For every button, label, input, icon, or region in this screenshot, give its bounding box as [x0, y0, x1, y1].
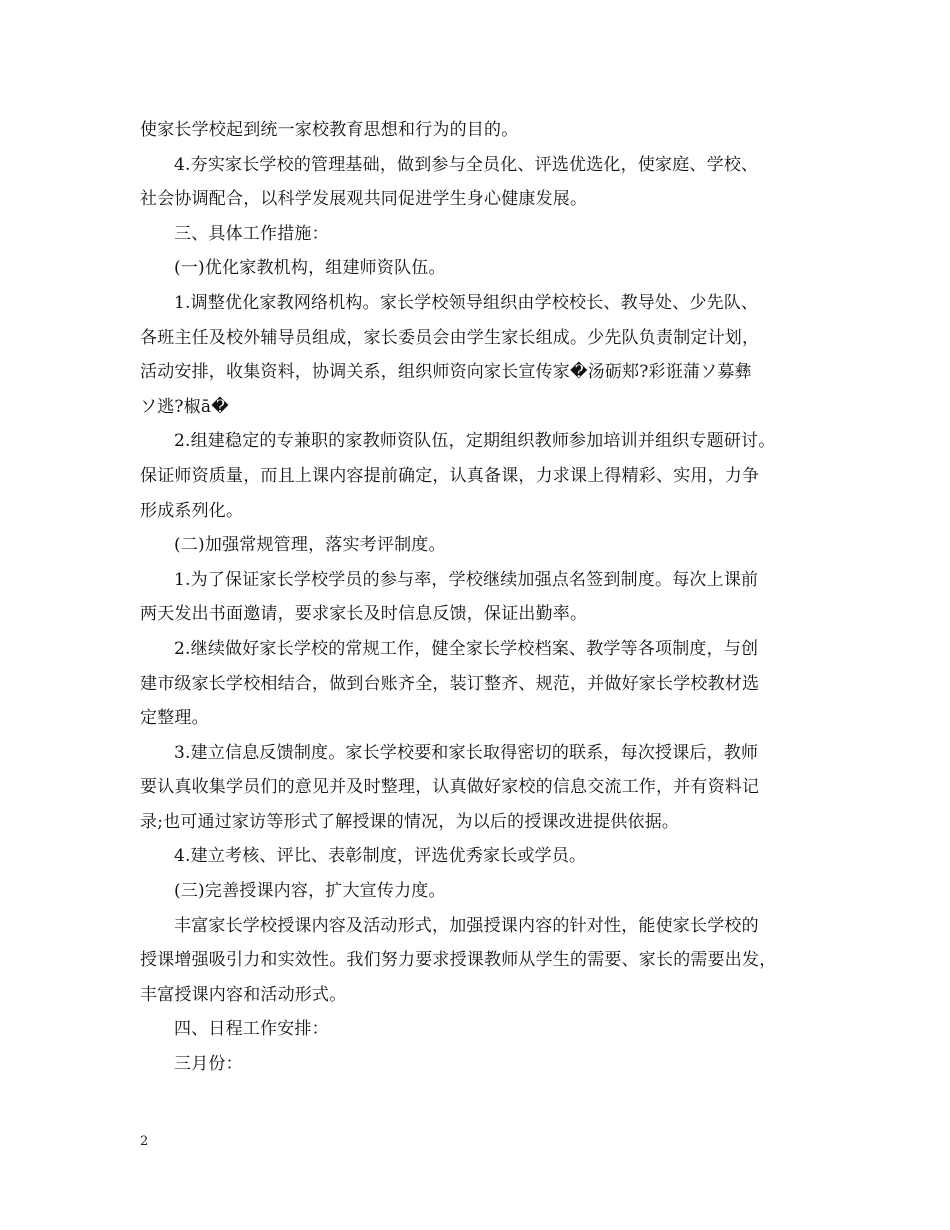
text-line: 丰富授课内容和活动形式。 [140, 984, 347, 1005]
text-line: (三)完善授课内容，扩大宣传力度。 [174, 881, 446, 902]
text-line: 1.调整优化家教网络机构。家长学校领导组织由学校校长、教导处、少先队、 [174, 292, 759, 313]
document-body [140, 113, 820, 1082]
text-line: 各班主任及校外辅导员组成，家长委员会由学生家长组成。少先队负责制定计划， [140, 327, 760, 348]
text-line: 3.建立信息反馈制度。家长学校要和家长取得密切的联系，每次授课后，教师 [174, 742, 759, 763]
text-line: 形成系列化。 [140, 500, 244, 521]
text-line: 2.继续做好家长学校的常规工作，健全家长学校档案、教学等各项制度，与创 [174, 638, 759, 659]
text-line: 2.组建稳定的专兼职的家教师资队伍，定期组织教师参加培训并组织专题研讨。 [174, 431, 776, 452]
text-line: 三、具体工作措施： [174, 223, 329, 244]
text-line: 4.建立考核、评比、表彰制度，评选优秀家长或学员。 [174, 846, 587, 867]
text-line: ソ逃?椒ā� [140, 396, 229, 417]
text-line: 1.为了保证家长学校学员的参与率，学校继续加强点名签到制度。每次上课前 [174, 569, 759, 590]
text-line: 4.夯实家长学校的管理基础，做到参与全员化、评选优选化，使家庭、学校、 [174, 154, 759, 175]
text-line: 三月份： [174, 1054, 243, 1075]
text-line: 要认真收集学员们的意见并及时整理，认真做好家校的信息交流工作，并有资料记 [140, 777, 760, 798]
text-line: 丰富家长学校授课内容及活动形式，加强授课内容的针对性，能使家长学校的 [174, 915, 759, 936]
text-line: 四、日程工作安排： [174, 1019, 329, 1040]
text-line: (一)优化家教机构，组建师资队伍。 [174, 258, 446, 279]
text-line: 活动安排，收集资料，协调关系，组织师资向家长宣传家�汤砺郏?彩诳蒲ソ募彝 [140, 362, 752, 383]
text-line: 两天发出书面邀请，要求家长及时信息反馈，保证出勤率。 [140, 604, 588, 625]
text-line: 保证师资质量，而且上课内容提前确定，认真备课，力求课上得精彩、实用，力争 [140, 465, 760, 486]
text-line: 社会协调配合，以科学发展观共同促进学生身心健康发展。 [140, 189, 588, 210]
page-number: 2 [140, 1134, 149, 1149]
text-line: (二)加强常规管理，落实考评制度。 [174, 535, 446, 556]
text-line: 定整理。 [140, 708, 209, 729]
text-line: 使家长学校起到统一家校教育思想和行为的目的。 [140, 120, 519, 140]
text-line: 建市级家长学校相结合，做到台账齐全，装订整齐、规范，并做好家长学校教材选 [140, 673, 760, 694]
text-line: 录;也可通过家访等形式了解授课的情况，为以后的授课改进提供依据。 [140, 811, 680, 832]
text-line: 授课增强吸引力和实效性。我们努力要求授课教师从学生的需要、家长的需要出发， [140, 950, 777, 971]
